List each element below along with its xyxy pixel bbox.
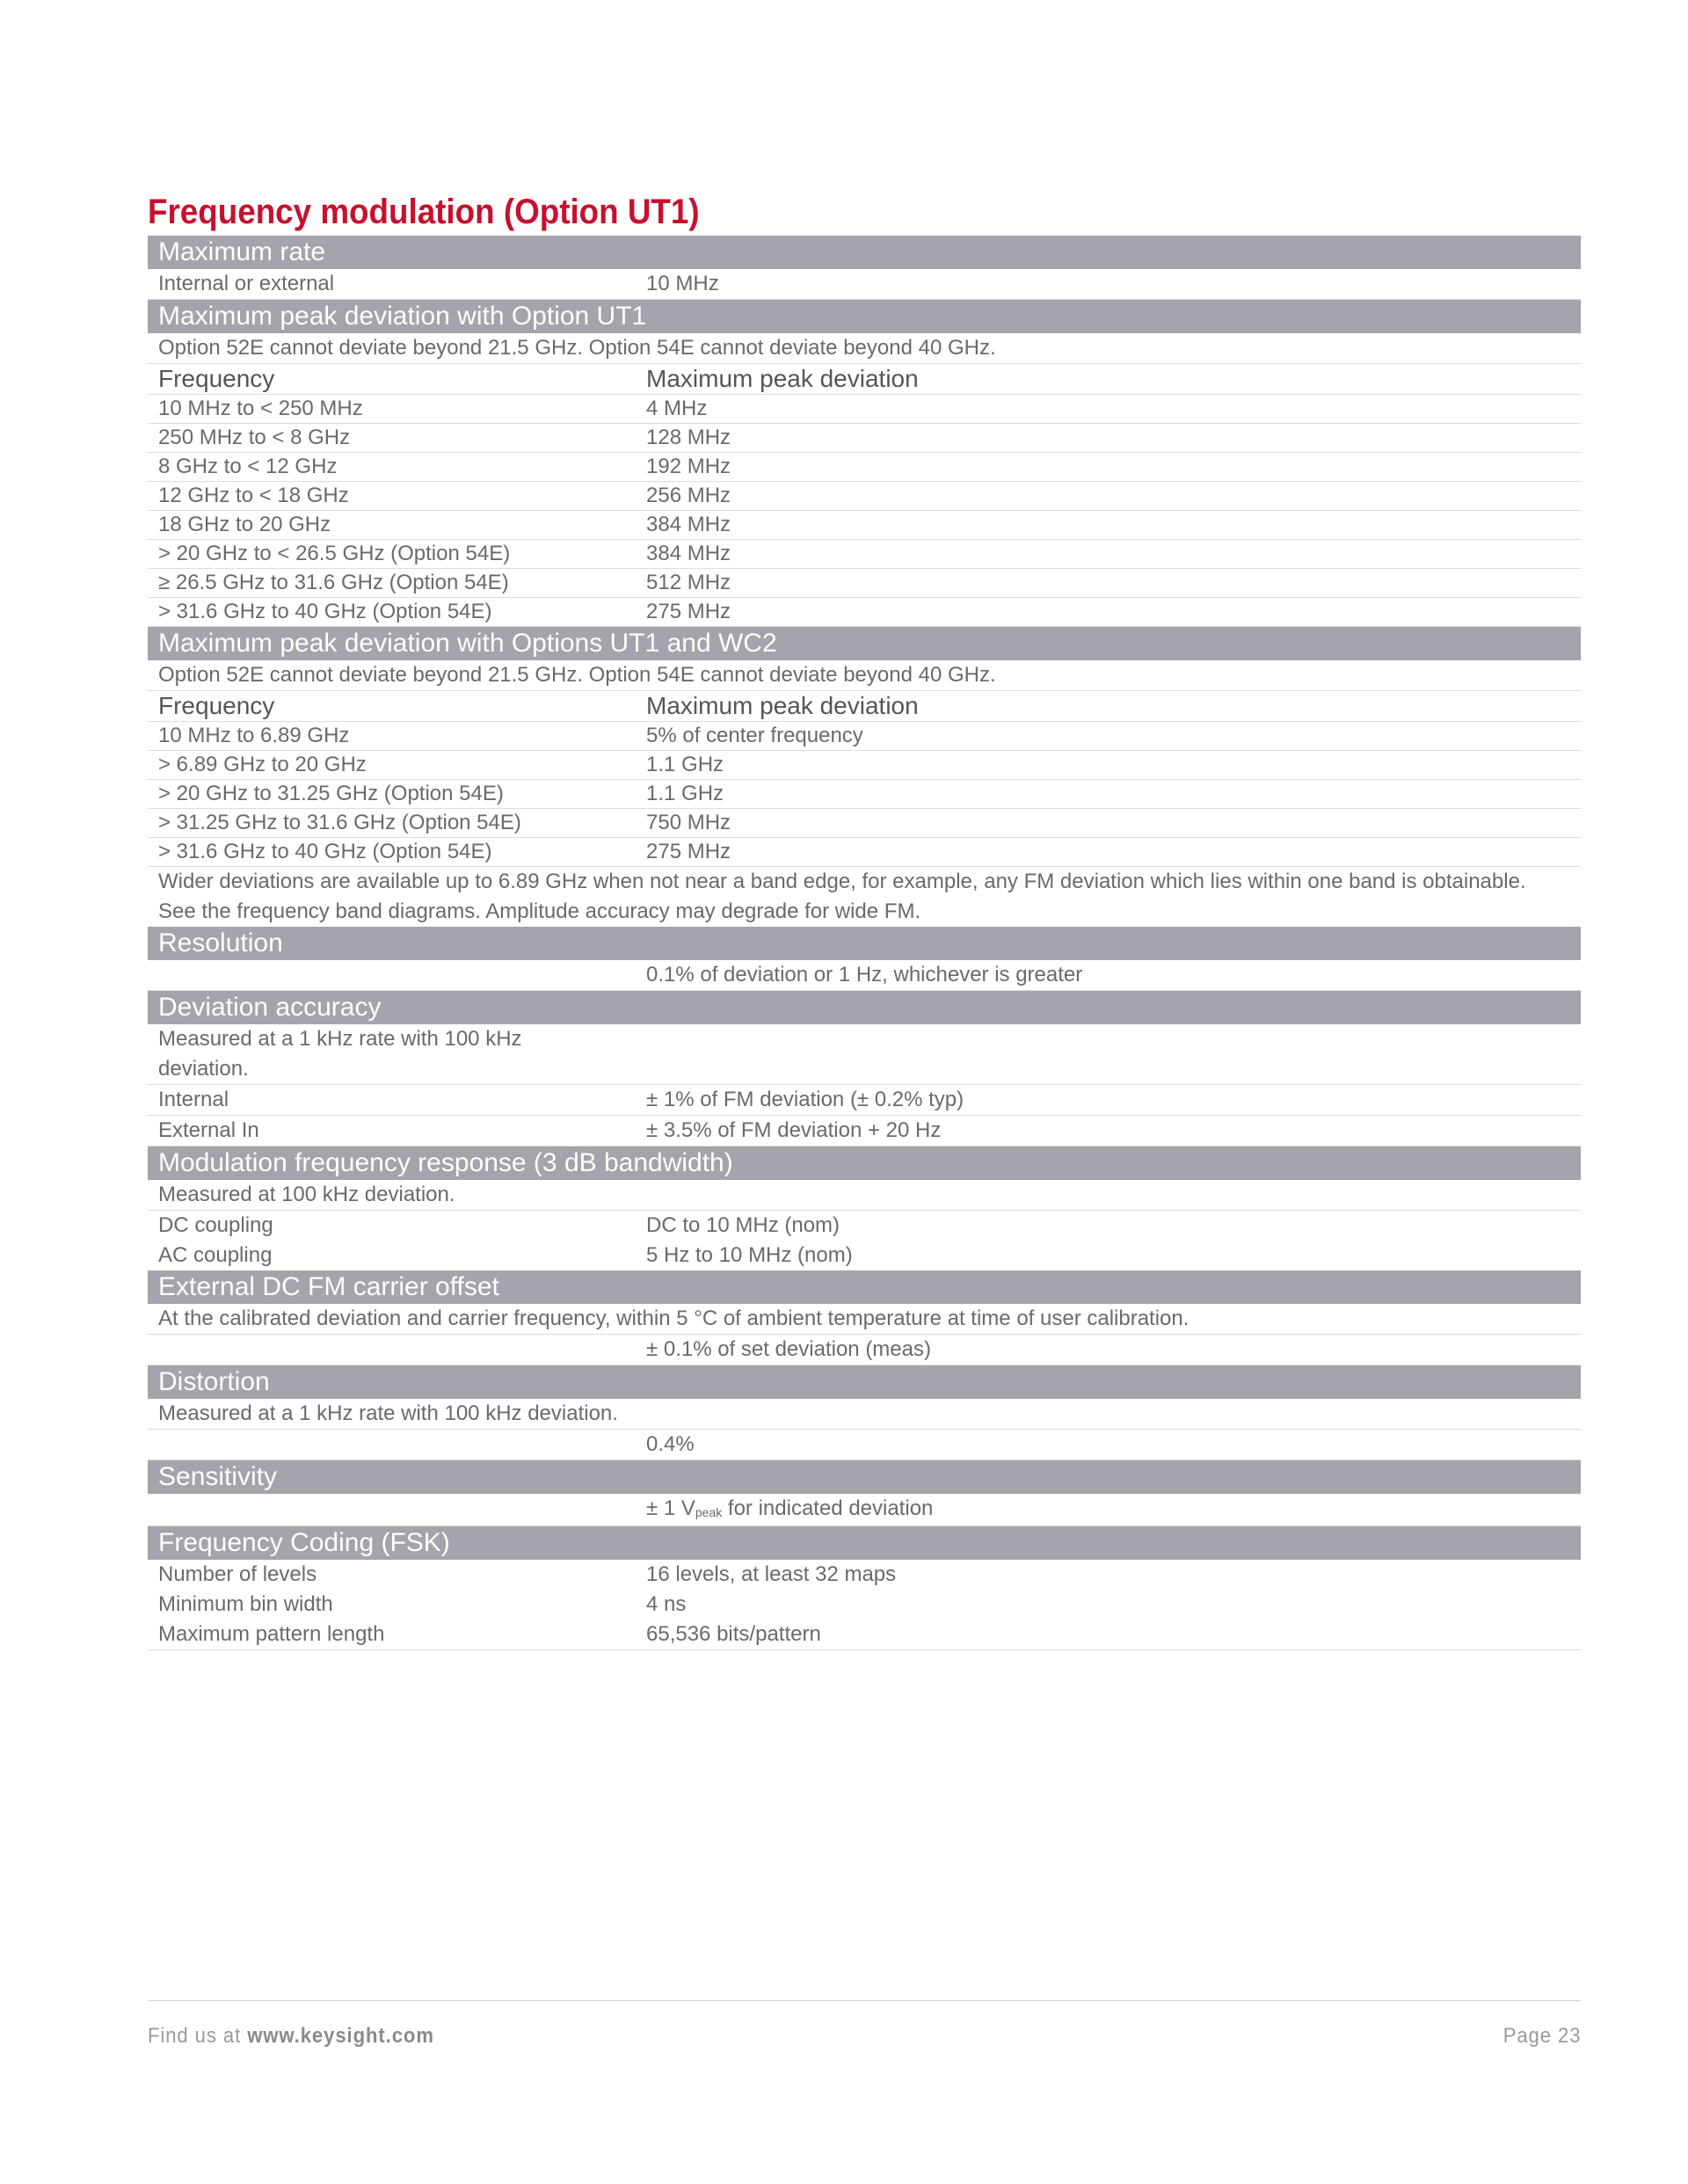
table-row bbox=[148, 424, 1581, 453]
section-note: Option 52E cannot deviate beyond 21.5 GHz. Option 54E cannot deviate beyond 40 GHz. bbox=[148, 660, 1581, 691]
spec-value: 1.1 GHz bbox=[646, 782, 724, 805]
column-header-frequency: Frequency bbox=[158, 365, 275, 392]
spec-label: Number of levels bbox=[158, 1562, 317, 1586]
page-number: Page 23 bbox=[1502, 2024, 1581, 2048]
value-suffix: for indicated deviation bbox=[722, 1496, 934, 1520]
spec-label: > 31.6 GHz to 40 GHz (Option 54E) bbox=[158, 840, 492, 863]
spec-value: 256 MHz bbox=[646, 484, 731, 507]
table-row bbox=[148, 1335, 1581, 1365]
spec-label: Internal or external bbox=[158, 272, 335, 295]
spec-label: Maximum pattern length bbox=[158, 1622, 385, 1646]
table-row bbox=[148, 960, 1581, 991]
spec-label-empty bbox=[158, 960, 646, 990]
spec-value: 5% of center frequency bbox=[646, 724, 863, 747]
spec-value: 1.1 GHz bbox=[646, 753, 724, 776]
spec-label-empty bbox=[158, 1430, 646, 1460]
spec-value: 384 MHz bbox=[646, 513, 731, 536]
table-row bbox=[148, 1560, 1581, 1590]
table-row bbox=[148, 780, 1581, 809]
section-footnote: Wider deviations are available up to 6.89 GHz when not near a band edge, for example, any FM deviation which lies within one band is obtainable. See the frequency band diagrams. Amplitude accuracy may degrade for wide FM. bbox=[158, 870, 1526, 923]
spec-value: DC to 10 MHz (nom) bbox=[646, 1213, 840, 1237]
column-header-max-deviation: Maximum peak deviation bbox=[646, 365, 919, 392]
value-prefix: ± 1 V bbox=[646, 1496, 695, 1520]
section-header-maximum-rate: Maximum rate bbox=[148, 236, 1581, 269]
spec-value: 275 MHz bbox=[646, 600, 731, 623]
spec-value: 384 MHz bbox=[646, 542, 731, 565]
spec-value: 0.1% of deviation or 1 Hz, whichever is greater bbox=[646, 963, 1083, 986]
table-row bbox=[148, 751, 1581, 780]
spec-label: DC coupling bbox=[158, 1213, 273, 1237]
spec-label: AC coupling bbox=[158, 1243, 273, 1267]
spec-label: 12 GHz to < 18 GHz bbox=[158, 484, 349, 507]
spec-label: 10 MHz to 6.89 GHz bbox=[158, 724, 350, 747]
table-row bbox=[148, 809, 1581, 838]
spec-label bbox=[158, 1024, 646, 1084]
section-header-sensitivity: Sensitivity bbox=[148, 1460, 1581, 1494]
table-row bbox=[148, 482, 1581, 511]
table-row bbox=[148, 269, 1581, 300]
column-header-max-deviation: Maximum peak deviation bbox=[646, 692, 919, 719]
spec-value bbox=[646, 1494, 1581, 1525]
table-row bbox=[148, 1024, 1581, 1085]
spec-label: 8 GHz to < 12 GHz bbox=[158, 455, 338, 478]
spec-value: 192 MHz bbox=[646, 455, 731, 478]
table-row bbox=[148, 453, 1581, 482]
spec-value: 0.4% bbox=[646, 1432, 695, 1456]
page-title: Frequency modulation (Option UT1) bbox=[148, 193, 700, 231]
spec-value: ± 1% of FM deviation (± 0.2% typ) bbox=[646, 1088, 964, 1111]
value-subscript: peak bbox=[695, 1505, 723, 1519]
spec-value: 10 MHz bbox=[646, 272, 719, 295]
table-row bbox=[148, 1116, 1581, 1147]
spec-value: 750 MHz bbox=[646, 811, 731, 834]
section-header-resolution: Resolution bbox=[148, 927, 1581, 960]
section-header-mod-freq-response: Modulation frequency response (3 dB bandwidth) bbox=[148, 1147, 1581, 1180]
spec-value: 4 ns bbox=[646, 1592, 687, 1616]
spec-label: Internal bbox=[158, 1088, 229, 1111]
section-header-deviation-accuracy: Deviation accuracy bbox=[148, 991, 1581, 1024]
section-note: At the calibrated deviation and carrier frequency, within 5 °C of ambient temperature at time of user calibration. bbox=[148, 1304, 1581, 1335]
table-row bbox=[148, 1085, 1581, 1116]
spec-value: ± 0.1% of set deviation (meas) bbox=[646, 1337, 931, 1361]
spec-value: 512 MHz bbox=[646, 571, 731, 594]
spec-value: ± 3.5% of FM deviation + 20 Hz bbox=[646, 1118, 942, 1142]
spec-value: 65,536 bits/pattern bbox=[646, 1622, 821, 1646]
spec-label: > 20 GHz to < 26.5 GHz (Option 54E) bbox=[158, 542, 511, 565]
section-header-distortion: Distortion bbox=[148, 1365, 1581, 1399]
spec-label-empty bbox=[158, 1335, 646, 1365]
section-header-dc-fm-offset: External DC FM carrier offset bbox=[148, 1270, 1581, 1304]
table-row bbox=[148, 1494, 1581, 1526]
website-link[interactable]: www.keysight.com bbox=[247, 2024, 434, 2048]
table-row bbox=[148, 569, 1581, 598]
table-header-row bbox=[148, 691, 1581, 722]
note-line: Measured at a 1 kHz rate with 100 kHz bbox=[158, 1027, 522, 1051]
section-note: Measured at a 1 kHz rate with 100 kHz deviation. bbox=[148, 1399, 1581, 1430]
section-header-peak-deviation-ut1: Maximum peak deviation with Option UT1 bbox=[148, 300, 1581, 333]
spec-label: > 6.89 GHz to 20 GHz bbox=[158, 753, 367, 776]
spec-label: 250 MHz to < 8 GHz bbox=[158, 426, 351, 449]
table-row bbox=[148, 722, 1581, 751]
table-row bbox=[148, 598, 1581, 627]
spec-content bbox=[148, 188, 1581, 1650]
spec-label: External In bbox=[158, 1118, 259, 1142]
spec-label: > 31.6 GHz to 40 GHz (Option 54E) bbox=[158, 600, 492, 623]
table-row bbox=[148, 1211, 1581, 1241]
spec-label: 10 MHz to < 250 MHz bbox=[158, 397, 363, 420]
spec-value: 275 MHz bbox=[646, 840, 731, 863]
table-row bbox=[148, 511, 1581, 540]
spec-label: 18 GHz to 20 GHz bbox=[158, 513, 331, 536]
spec-label: > 31.25 GHz to 31.6 GHz (Option 54E) bbox=[158, 811, 521, 834]
spec-value: 128 MHz bbox=[646, 426, 731, 449]
table-row bbox=[148, 1430, 1581, 1460]
spec-label: > 20 GHz to 31.25 GHz (Option 54E) bbox=[158, 782, 504, 805]
footer-find-us bbox=[148, 2024, 434, 2049]
table-row bbox=[148, 395, 1581, 424]
table-row bbox=[148, 1620, 1581, 1650]
table-header-row bbox=[148, 364, 1581, 395]
section-header-peak-deviation-ut1-wc2: Maximum peak deviation with Options UT1 and WC2 bbox=[148, 627, 1581, 660]
table-row bbox=[148, 540, 1581, 569]
table-row bbox=[148, 1590, 1581, 1620]
spec-value-empty bbox=[646, 1024, 1581, 1084]
table-row bbox=[148, 838, 1581, 867]
table-row bbox=[148, 1241, 1581, 1270]
spec-value: 16 levels, at least 32 maps bbox=[646, 1562, 897, 1586]
spec-label: Minimum bin width bbox=[158, 1592, 333, 1616]
column-header-frequency: Frequency bbox=[158, 692, 275, 719]
spec-label: ≥ 26.5 GHz to 31.6 GHz (Option 54E) bbox=[158, 571, 509, 594]
footer-prefix: Find us at bbox=[148, 2024, 248, 2048]
spec-value: 4 MHz bbox=[646, 397, 708, 420]
section-header-fsk: Frequency Coding (FSK) bbox=[148, 1526, 1581, 1560]
section-note: Option 52E cannot deviate beyond 21.5 GHz. Option 54E cannot deviate beyond 40 GHz. bbox=[148, 333, 1581, 364]
spec-value: 5 Hz to 10 MHz (nom) bbox=[646, 1243, 853, 1267]
spec-label-empty bbox=[158, 1494, 646, 1525]
footer-divider bbox=[148, 2000, 1581, 2001]
section-note: Measured at 100 kHz deviation. bbox=[148, 1180, 1581, 1211]
note-line: deviation. bbox=[158, 1057, 249, 1081]
